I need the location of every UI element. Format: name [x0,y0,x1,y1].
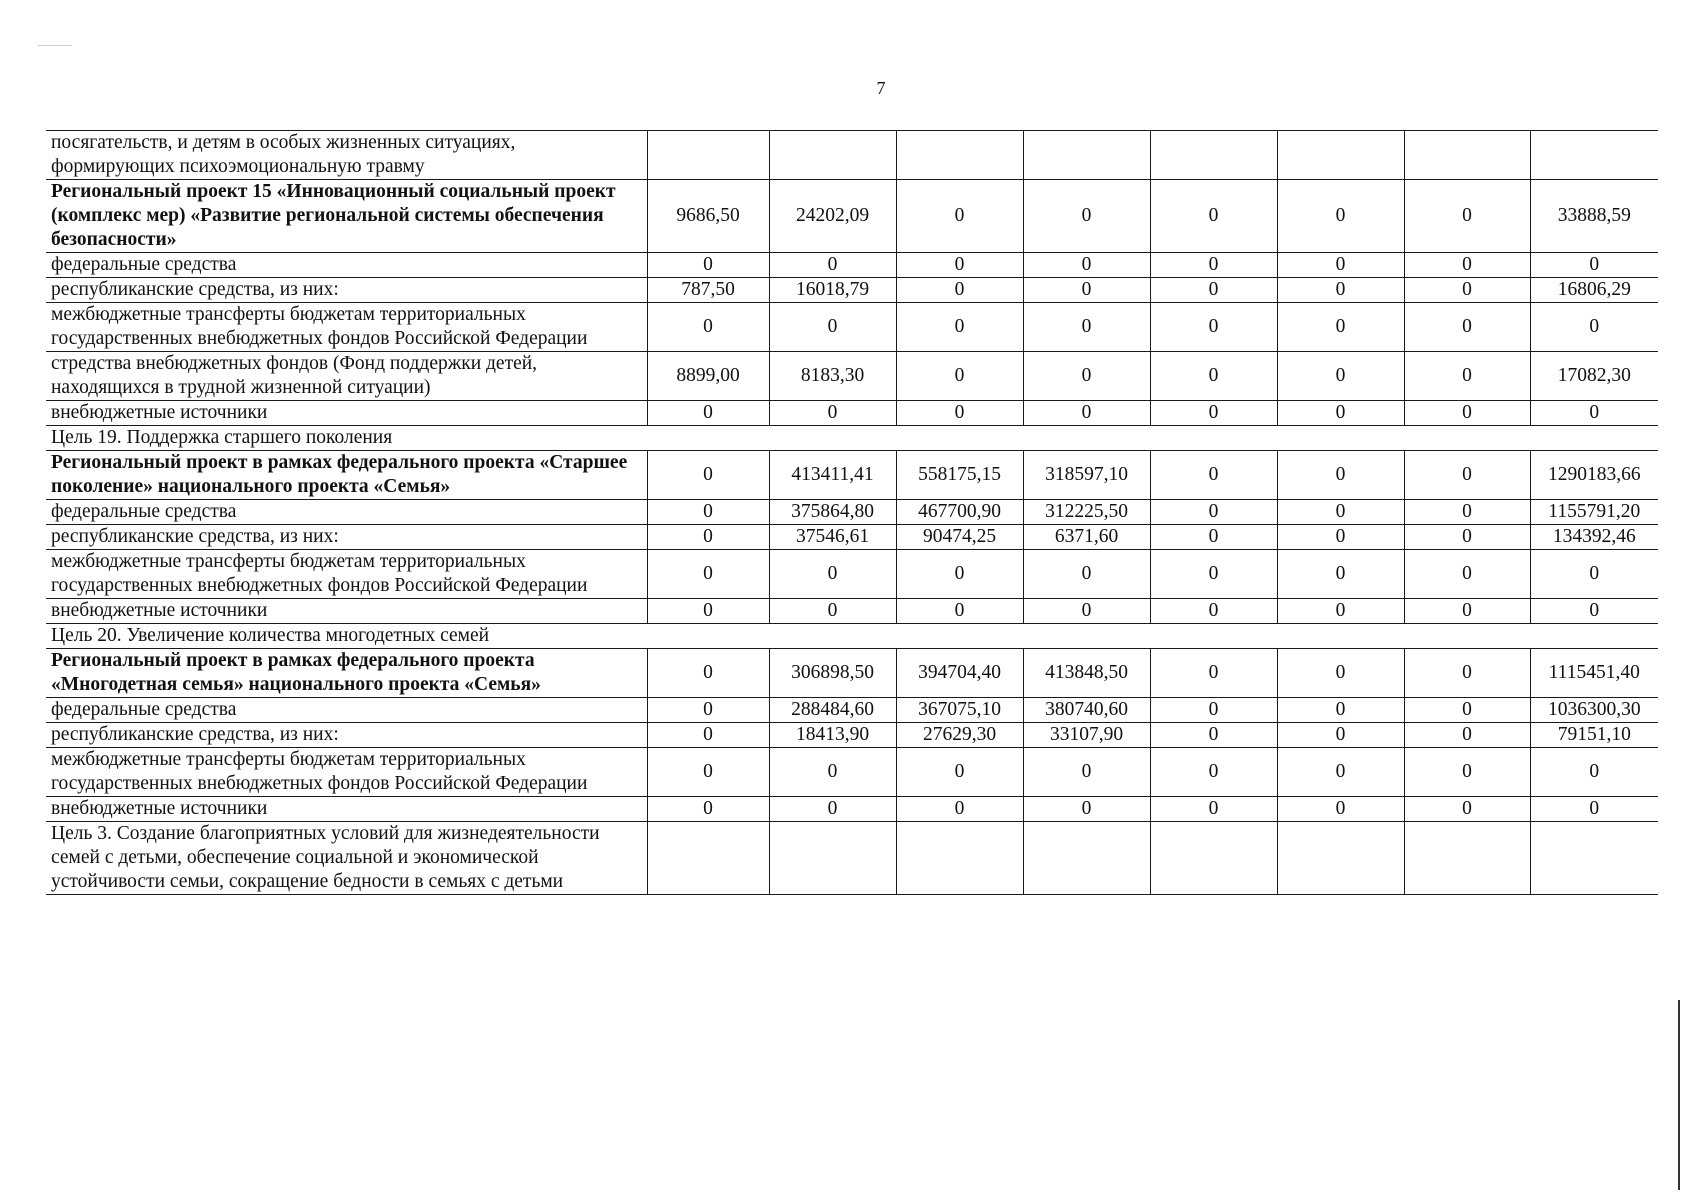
row-label: стредства внебюджетных фондов (Фонд поддержки детей, находящихся в трудной жизненной ситуации) [46,352,647,401]
row-label: межбюджетные трансферты бюджетам территориальных государственных внебюджетных фондов Российской Федерации [46,550,647,599]
row-label: федеральные средства [46,253,647,278]
value-cell: 367075,10 [896,698,1023,723]
value-cell: 0 [896,253,1023,278]
row-label: республиканские средства, из них: [46,278,647,303]
value-cell: 0 [1277,303,1404,352]
value-cell: 1036300,30 [1530,698,1658,723]
value-cell: 0 [1404,451,1530,500]
value-cell [896,822,1023,895]
value-cell: 0 [1150,180,1277,253]
value-cell: 0 [896,352,1023,401]
value-cell: 312225,50 [1023,500,1150,525]
value-cell [1277,822,1404,895]
value-cell: 0 [1404,180,1530,253]
value-cell [1023,822,1150,895]
table-row [46,253,1658,278]
value-cell: 0 [1150,550,1277,599]
value-cell: 0 [769,550,896,599]
table-row [46,500,1658,525]
value-cell [647,822,769,895]
value-cell: 0 [896,303,1023,352]
value-cell: 0 [1023,599,1150,624]
table-row [46,303,1658,352]
value-cell: 0 [1404,723,1530,748]
value-cell: 16806,29 [1530,278,1658,303]
value-cell: 0 [1277,401,1404,426]
row-label: Цель 19. Поддержка старшего поколения [46,426,1658,451]
value-cell: 0 [1530,303,1658,352]
value-cell: 0 [1404,278,1530,303]
value-cell: 0 [647,797,769,822]
row-label: посягательств, и детям в особых жизненных ситуациях, формирующих психоэмоциональную травму [46,131,647,180]
value-cell: 0 [647,723,769,748]
budget-table [46,130,1658,895]
value-cell: 0 [1150,278,1277,303]
value-cell: 0 [1404,525,1530,550]
row-label: федеральные средства [46,698,647,723]
value-cell: 0 [1277,278,1404,303]
value-cell: 8899,00 [647,352,769,401]
value-cell: 0 [1023,352,1150,401]
row-label: внебюджетные источники [46,401,647,426]
value-cell: 0 [1277,550,1404,599]
value-cell: 0 [896,401,1023,426]
scan-mark [38,45,72,46]
value-cell: 17082,30 [1530,352,1658,401]
value-cell: 0 [1023,550,1150,599]
row-label: внебюджетные источники [46,599,647,624]
row-label: Цель 20. Увеличение количества многодетных семей [46,624,1658,649]
row-label: Региональный проект в рамках федерального проекта «Старшее поколение» национального проекта «Семья» [46,451,647,500]
value-cell: 0 [647,253,769,278]
value-cell: 306898,50 [769,649,896,698]
value-cell: 0 [1277,748,1404,797]
value-cell: 0 [647,698,769,723]
value-cell: 0 [1404,550,1530,599]
value-cell: 0 [896,278,1023,303]
value-cell: 37546,61 [769,525,896,550]
value-cell: 0 [1023,180,1150,253]
value-cell: 0 [1404,649,1530,698]
value-cell: 0 [1023,278,1150,303]
table-row [46,401,1658,426]
value-cell: 0 [1404,401,1530,426]
value-cell: 0 [1277,649,1404,698]
value-cell: 787,50 [647,278,769,303]
project-row [46,180,1658,253]
value-cell: 0 [647,451,769,500]
value-cell: 380740,60 [1023,698,1150,723]
value-cell: 0 [1023,797,1150,822]
row-label: Региональный проект 15 «Инновационный социальный проект (комплекс мер) «Развитие региональной системы обеспечения безопасности» [46,180,647,253]
value-cell: 18413,90 [769,723,896,748]
row-label: Цель 3. Создание благоприятных условий для жизнедеятельности семей с детьми, обеспечение социальной и экономической устойчивости семьи, сокращение бедности в семьях с детьми [46,822,647,895]
value-cell: 0 [1404,253,1530,278]
value-cell: 0 [1277,253,1404,278]
value-cell: 0 [647,748,769,797]
value-cell: 394704,40 [896,649,1023,698]
value-cell: 558175,15 [896,451,1023,500]
table-row [46,822,1658,895]
value-cell: 0 [647,649,769,698]
value-cell: 0 [1150,303,1277,352]
value-cell: 134392,46 [1530,525,1658,550]
value-cell: 0 [647,401,769,426]
value-cell: 0 [769,303,896,352]
value-cell: 0 [1150,723,1277,748]
value-cell: 0 [647,599,769,624]
value-cell: 0 [896,797,1023,822]
value-cell: 0 [1277,180,1404,253]
value-cell: 0 [1150,500,1277,525]
table-row [46,352,1658,401]
value-cell: 0 [1404,599,1530,624]
value-cell: 0 [1150,401,1277,426]
value-cell [896,131,1023,180]
value-cell: 0 [1404,698,1530,723]
value-cell: 0 [1150,352,1277,401]
value-cell: 1155791,20 [1530,500,1658,525]
value-cell: 288484,60 [769,698,896,723]
value-cell: 0 [1150,451,1277,500]
value-cell: 90474,25 [896,525,1023,550]
value-cell: 0 [1530,550,1658,599]
value-cell: 33888,59 [1530,180,1658,253]
value-cell: 0 [1530,748,1658,797]
value-cell: 8183,30 [769,352,896,401]
value-cell: 0 [647,303,769,352]
value-cell: 0 [1277,797,1404,822]
value-cell: 0 [1023,253,1150,278]
table-row [46,550,1658,599]
value-cell: 0 [1277,352,1404,401]
value-cell: 9686,50 [647,180,769,253]
value-cell: 0 [1150,698,1277,723]
table-body [46,131,1658,895]
value-cell: 1115451,40 [1530,649,1658,698]
value-cell: 467700,90 [896,500,1023,525]
value-cell: 1290183,66 [1530,451,1658,500]
value-cell: 375864,80 [769,500,896,525]
value-cell: 0 [1404,797,1530,822]
table-row [46,797,1658,822]
table-row [46,698,1658,723]
value-cell [1404,822,1530,895]
value-cell: 0 [1023,748,1150,797]
value-cell: 0 [1150,599,1277,624]
table-row [46,278,1658,303]
value-cell: 0 [1277,698,1404,723]
goal-row [46,624,1658,649]
value-cell: 0 [1150,649,1277,698]
value-cell [1530,822,1658,895]
value-cell: 0 [1150,748,1277,797]
value-cell: 0 [1530,253,1658,278]
value-cell: 0 [1277,599,1404,624]
value-cell: 0 [1277,723,1404,748]
value-cell: 0 [769,253,896,278]
value-cell [1150,822,1277,895]
value-cell [1150,131,1277,180]
value-cell: 16018,79 [769,278,896,303]
value-cell: 24202,09 [769,180,896,253]
value-cell: 318597,10 [1023,451,1150,500]
value-cell [1404,131,1530,180]
value-cell: 6371,60 [1023,525,1150,550]
row-label: межбюджетные трансферты бюджетам территориальных государственных внебюджетных фондов Российской Федерации [46,303,647,352]
value-cell: 0 [769,797,896,822]
value-cell: 0 [1530,401,1658,426]
value-cell: 0 [1023,401,1150,426]
row-label: федеральные средства [46,500,647,525]
value-cell: 413848,50 [1023,649,1150,698]
table-row [46,525,1658,550]
value-cell: 0 [1150,797,1277,822]
value-cell [1277,131,1404,180]
value-cell: 0 [1530,599,1658,624]
value-cell: 0 [1277,500,1404,525]
value-cell: 0 [769,599,896,624]
value-cell: 0 [1404,303,1530,352]
value-cell [647,131,769,180]
value-cell: 0 [1404,352,1530,401]
table-row [46,131,1658,180]
value-cell [1023,131,1150,180]
value-cell: 0 [1023,303,1150,352]
value-cell: 0 [1277,525,1404,550]
value-cell: 0 [1404,500,1530,525]
project-row [46,451,1658,500]
scan-edge [1678,1000,1680,1190]
row-label: внебюджетные источники [46,797,647,822]
table-row [46,748,1658,797]
project-row [46,649,1658,698]
value-cell: 0 [1530,797,1658,822]
row-label: республиканские средства, из них: [46,525,647,550]
row-label: Региональный проект в рамках федерального проекта «Многодетная семья» национального проекта «Семья» [46,649,647,698]
value-cell [769,822,896,895]
value-cell: 0 [1277,451,1404,500]
value-cell: 0 [769,748,896,797]
value-cell: 0 [1404,748,1530,797]
value-cell: 0 [896,599,1023,624]
row-label: республиканские средства, из них: [46,723,647,748]
value-cell [1530,131,1658,180]
value-cell: 0 [896,748,1023,797]
table-row [46,599,1658,624]
goal-row [46,426,1658,451]
value-cell: 27629,30 [896,723,1023,748]
value-cell: 413411,41 [769,451,896,500]
value-cell [769,131,896,180]
value-cell: 0 [647,550,769,599]
value-cell: 33107,90 [1023,723,1150,748]
value-cell: 0 [1150,253,1277,278]
value-cell: 79151,10 [1530,723,1658,748]
value-cell: 0 [1150,525,1277,550]
value-cell: 0 [896,180,1023,253]
value-cell: 0 [647,500,769,525]
value-cell: 0 [769,401,896,426]
page-number: 7 [876,78,886,98]
value-cell: 0 [896,550,1023,599]
table-row [46,723,1658,748]
value-cell: 0 [647,525,769,550]
row-label: межбюджетные трансферты бюджетам территориальных государственных внебюджетных фондов Российской Федерации [46,748,647,797]
